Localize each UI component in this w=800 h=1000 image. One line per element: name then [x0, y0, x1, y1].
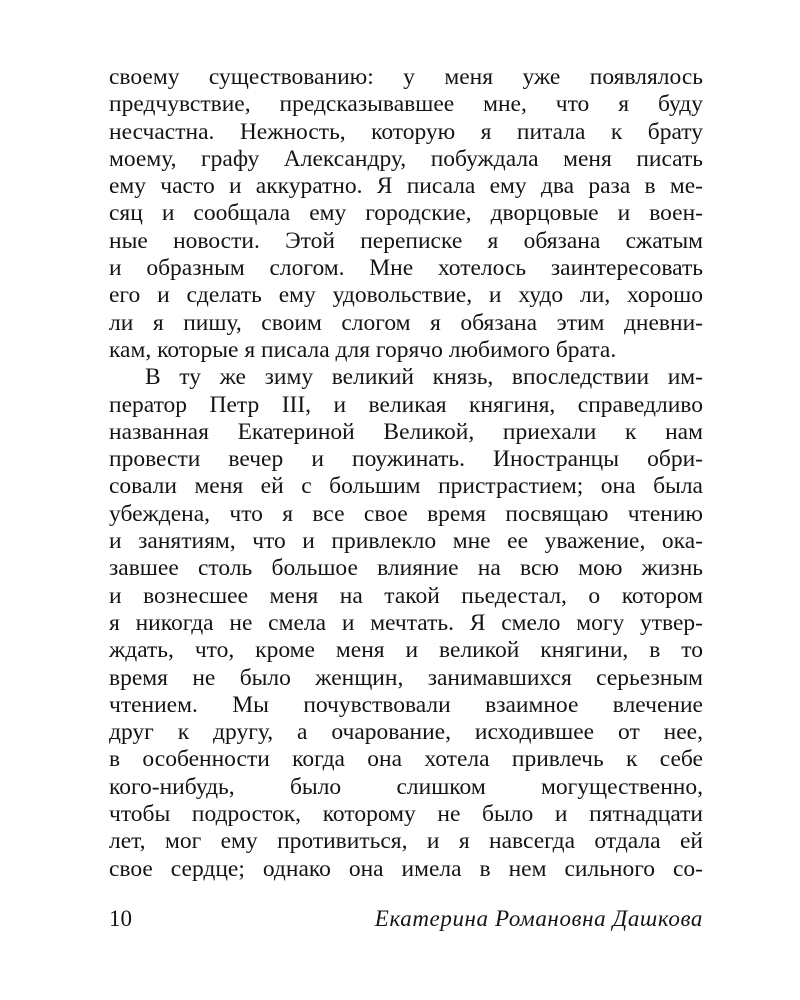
text-line: сяц и сообщала ему городские, дворцовые и воен-: [109, 200, 703, 227]
text-line: друг к другу, а очарование, исходившее от нее,: [109, 719, 703, 746]
page-number: 10: [109, 906, 132, 931]
text-line: завшее столь большое влияние на всю мою жизнь: [109, 555, 703, 582]
running-title: Екатерина Романовна Дашкова: [374, 906, 703, 931]
text-line: и образным слогом. Мне хотелось заинтересовать: [109, 255, 703, 282]
text-line: провести вечер и поужинать. Иностранцы обри-: [109, 446, 703, 473]
text-line: своему существованию: у меня уже появлялось: [109, 64, 703, 90]
text-line: и занятиям, что и привлекло мне ее уважение, ока-: [109, 528, 703, 555]
text-line: кого-нибудь, было слишком могущественно,: [109, 773, 703, 800]
body-text: [109, 64, 703, 883]
text-line: в особенности когда она хотела привлечь к себе: [109, 746, 703, 773]
text-line: ждать, что, кроме меня и великой княгини, в то: [109, 637, 703, 664]
text-line: ли я пишу, своим слогом я обязана этим дневни-: [109, 309, 703, 336]
text-line: его и сделать ему удовольствие, и худо ли, хорошо: [109, 282, 703, 309]
page-footer: [109, 906, 703, 936]
text-line: чтобы подросток, которому не было и пятнадцати: [109, 801, 703, 828]
text-line: ператор Петр III, и великая княгиня, справедливо: [109, 391, 703, 418]
paragraph-last-line: кам, которые я писала для горячо любимого брата.: [109, 336, 617, 363]
text-line: убеждена, что я все свое время посвящаю чтению: [109, 500, 703, 527]
paragraph-first-line: В ту же зиму великий князь, впоследствии им-: [145, 364, 703, 391]
text-line: предчувствие, предсказывавшее мне, что я буду: [109, 91, 703, 118]
text-line: чтением. Мы почувствовали взаимное влечение: [109, 691, 703, 718]
text-line: названная Екатериной Великой, приехали к нам: [109, 418, 703, 445]
text-line: свое сердце; однако она имела в нем сильного со-: [109, 855, 703, 882]
text-line: несчастна. Нежность, которую я питала к брату: [109, 118, 703, 145]
text-line: время не было женщин, занимавшихся серьезным: [109, 664, 703, 691]
text-line: я никогда не смела и мечтать. Я смело могу утвер-: [109, 609, 703, 636]
text-line: и вознесшее меня на такой пьедестал, о котором: [109, 582, 703, 609]
text-line: лет, мог ему противиться, и я навсегда отдала ей: [109, 828, 703, 855]
text-line: ему часто и аккуратно. Я писала ему два раза в ме-: [109, 173, 703, 200]
text-line: совали меня ей с большим пристрастием; она была: [109, 473, 703, 500]
text-line: моему, графу Александру, побуждала меня писать: [109, 145, 703, 172]
text-line: ные новости. Этой переписке я обязана сжатым: [109, 227, 703, 254]
